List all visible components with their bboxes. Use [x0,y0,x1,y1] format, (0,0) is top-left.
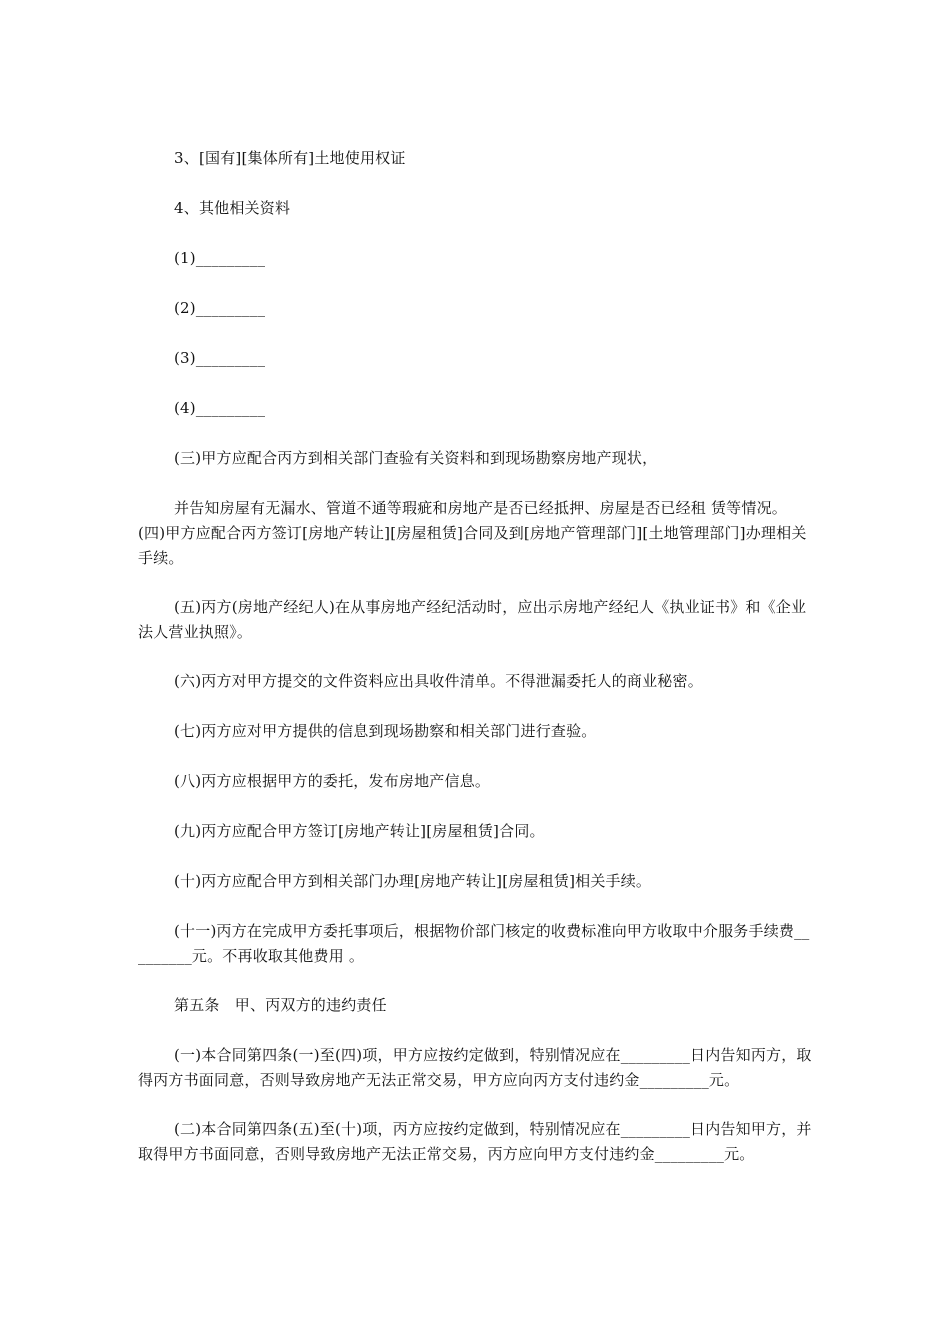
paragraph-clause-6: (六)丙方对甲方提交的文件资料应出具收件清单。不得泄漏委托人的商业秘密。 [174,672,703,690]
paragraph-clause-5: (五)丙方(房地产经纪人)在从事房地产经纪活动时，应出示房地产经纪人《执业证书》和《企业法人营业执照》。 [138,598,807,641]
paragraph-clause-3: (三)甲方应配合丙方到相关部门查验有关资料和到现场勘察房地产现状， [174,449,658,467]
section-heading-article-5: 第五条 甲、丙双方的违约责任 [174,996,387,1014]
paragraph-liability-2: (二)本合同第四条(五)至(十)项，丙方应按约定做到，特别情况应在_________日内告知甲方，并取得甲方书面同意，否则导致房地产无法正常交易，丙方应向甲方支付违约金_________元。 [138,1120,812,1163]
paragraph-item-3: (3)_________ [174,349,266,367]
paragraph-other-materials: 4、其他相关资料 [174,199,291,217]
paragraph-clause-8: (八)丙方应根据甲方的委托，发布房地产信息。 [174,772,491,790]
paragraph-land-certificate: 3、[国有][集体所有]土地使用权证 [174,149,406,167]
paragraph-item-4: (4)_________ [174,399,266,417]
paragraph-liability-1: (一)本合同第四条(一)至(四)项，甲方应按约定做到，特别情况应在_________日内告知丙方，取得丙方书面同意，否则导致房地产无法正常交易，甲方应向丙方支付违约金_________元。 [138,1046,812,1089]
paragraph-clause-7: (七)丙方应对甲方提供的信息到现场勘察和相关部门进行查验。 [174,722,597,740]
paragraph-clause-11: (十一)丙方在完成甲方委托事项后，根据物价部门核定的收费标准向甲方收取中介服务手续费_________元。不再收取其他费用 。 [138,922,810,965]
paragraph-clause-9: (九)丙方应配合甲方签订[房地产转让][房屋租赁]合同。 [174,822,545,840]
paragraph-item-1: (1)_________ [174,249,266,267]
paragraph-clause-10: (十)丙方应配合甲方到相关部门办理[房地产转让][房屋租赁]相关手续。 [174,872,652,890]
paragraph-item-2: (2)_________ [174,299,266,317]
paragraph-clause-4: 并告知房屋有无漏水、管道不通等瑕疵和房地产是否已经抵押、房屋是否已经租 赁等情况。(四)甲方应配合丙方签订[房地产转让][房屋租赁]合同及到[房地产管理部门][土地管理部门]办理相关手续。 [138,499,807,567]
document-body [138,146,814,1191]
